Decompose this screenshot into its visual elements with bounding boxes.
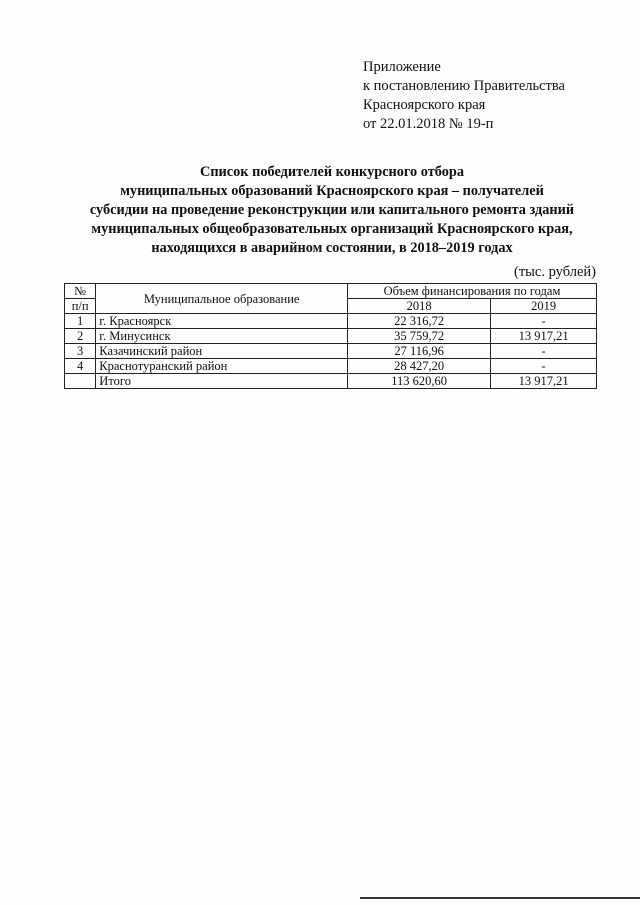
- row-num: 1: [65, 314, 96, 329]
- row-num: 3: [65, 344, 96, 359]
- row-municipality: Казачинский район: [96, 344, 348, 359]
- row-municipality: г. Минусинск: [96, 329, 348, 344]
- appendix-line: Красноярского края: [363, 97, 486, 113]
- header-num-sub: п/п: [65, 299, 96, 314]
- appendix-header: [363, 58, 565, 134]
- appendix-line: к постановлению Правительства: [363, 78, 565, 94]
- total-label: Итого: [96, 374, 348, 389]
- table-row: [65, 344, 597, 359]
- funding-table: [64, 283, 597, 389]
- total-num: [65, 374, 96, 389]
- total-2018-value: 113 620,60: [348, 374, 491, 389]
- header-funding: Объем финансирования по годам: [348, 284, 597, 299]
- header-year-2018: 2018: [348, 299, 491, 314]
- header-year-2019: 2019: [491, 299, 597, 314]
- units-label: (тыс. рублей): [514, 264, 596, 280]
- title-line: муниципальных общеобразовательных организаций Красноярского края,: [91, 221, 573, 237]
- row-2019-value: -: [491, 359, 597, 374]
- title-line: муниципальных образований Красноярского края – получателей: [120, 183, 544, 199]
- header-num: №: [65, 284, 96, 299]
- title-line: находящихся в аварийном состоянии, в 2018–2019 годах: [151, 240, 513, 256]
- total-2019-value: 13 917,21: [491, 374, 597, 389]
- table-row: [65, 329, 597, 344]
- title-line: Список победителей конкурсного отбора: [200, 164, 464, 180]
- row-2019-value: -: [491, 314, 597, 329]
- appendix-line: Приложение: [363, 59, 441, 75]
- row-municipality: г. Красноярск: [96, 314, 348, 329]
- row-2018-value: 22 316,72: [348, 314, 491, 329]
- row-2019-value: 13 917,21: [491, 329, 597, 344]
- document-title: [40, 163, 624, 258]
- row-num: 2: [65, 329, 96, 344]
- table-header-row: [65, 284, 597, 299]
- row-2018-value: 35 759,72: [348, 329, 491, 344]
- row-2018-value: 27 116,96: [348, 344, 491, 359]
- table-total-row: [65, 374, 597, 389]
- row-num: 4: [65, 359, 96, 374]
- table-row: [65, 359, 597, 374]
- table-row: [65, 314, 597, 329]
- appendix-line: от 22.01.2018 № 19-п: [363, 116, 494, 132]
- title-line: субсидии на проведение реконструкции или капитального ремонта зданий: [89, 202, 575, 218]
- row-municipality: Краснотуранский район: [96, 359, 348, 374]
- page-bottom-rule: [360, 897, 640, 899]
- header-municipality: Муниципальное образование: [96, 284, 348, 314]
- row-2018-value: 28 427,20: [348, 359, 491, 374]
- row-2019-value: -: [491, 344, 597, 359]
